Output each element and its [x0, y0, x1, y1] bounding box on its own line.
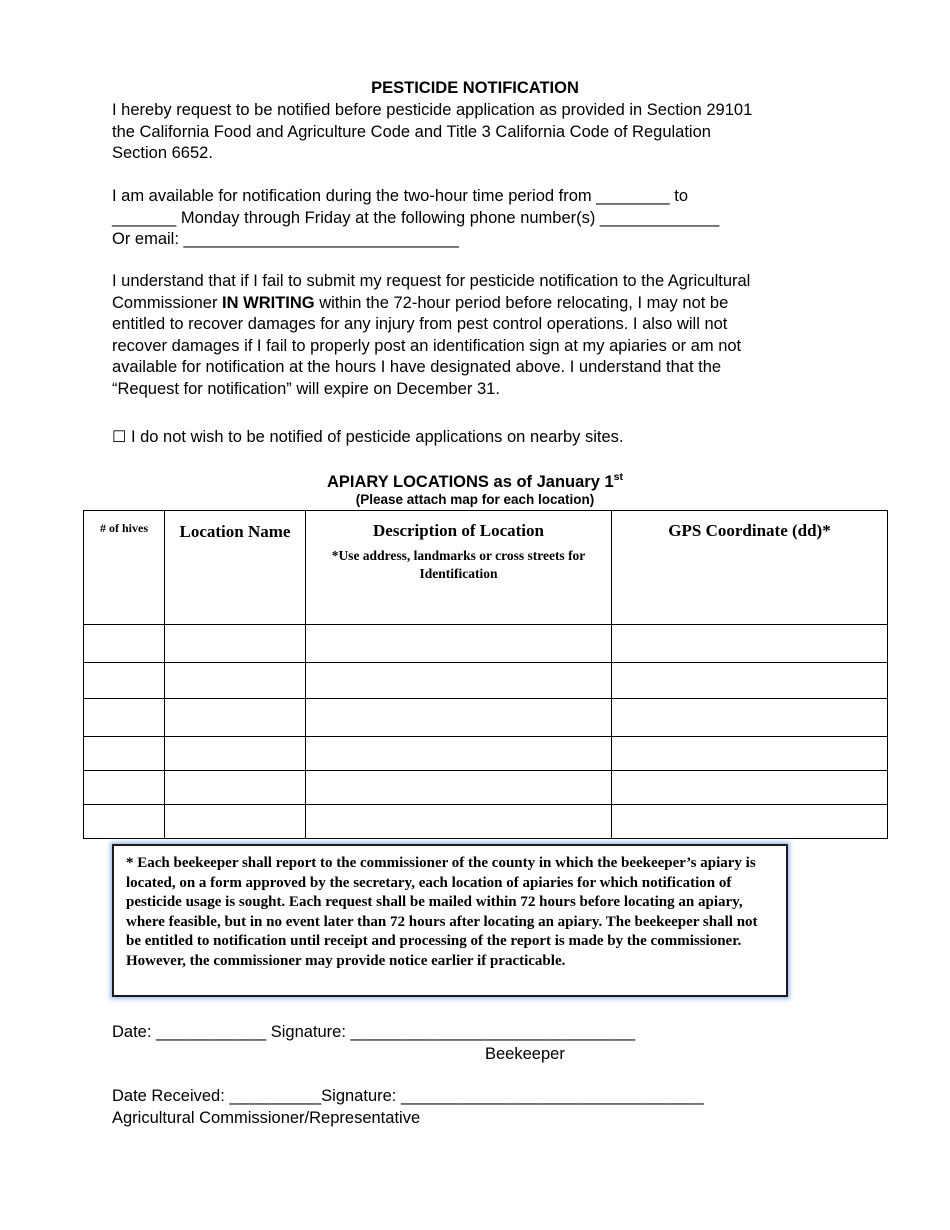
understanding-line-5: available for notification at the hours I have designated above. I understand that the	[112, 358, 722, 376]
understanding-line-4: recover damages if I fail to properly post an identification sign at my apiaries or am not	[112, 336, 742, 355]
table-row	[84, 699, 888, 737]
hives-cell[interactable]	[84, 805, 165, 839]
description-cell[interactable]	[306, 625, 612, 663]
hives-cell[interactable]	[84, 625, 165, 663]
description-cell[interactable]	[306, 805, 612, 839]
location-name-cell[interactable]	[165, 663, 306, 699]
understanding-line-2	[112, 293, 852, 315]
apiary-title-superscript: st	[613, 471, 624, 483]
form-title: PESTICIDE NOTIFICATION	[371, 79, 579, 97]
gps-cell[interactable]	[612, 699, 888, 737]
understanding-line-6: “Request for notification” will expire on December 31.	[112, 379, 500, 398]
apiary-locations-table	[83, 510, 888, 839]
header-location-name: Location Name	[165, 511, 306, 625]
description-cell[interactable]	[306, 663, 612, 699]
understanding-line-1: I understand that if I fail to submit my request for pesticide notification to the Agricultural	[112, 272, 751, 290]
availability-time-line[interactable]: I am available for notification during the two-hour time period from ________ to	[112, 187, 688, 205]
understanding-line-3: entitled to recover damages for any injury from pest control operations. I also will not	[112, 315, 728, 333]
location-name-cell[interactable]	[165, 771, 306, 805]
description-cell[interactable]	[306, 737, 612, 771]
apiary-locations-title	[0, 471, 950, 492]
understanding-paragraph	[112, 271, 852, 400]
description-cell[interactable]	[306, 699, 612, 737]
intro-line-2: the California Food and Agriculture Code and Title 3 California Code of Regulation	[112, 122, 711, 141]
gps-cell[interactable]	[612, 737, 888, 771]
beekeeper-report-footnote: * Each beekeeper shall report to the commissioner of the county in which the beekeeper’s apiary is located, on a form approved by the secretary, each location of apiaries for which notification of pesticide usage is sought. Each request shall be mailed within 72 hours before locating an apiary, where feasible, but in no event later than 72 hours after locating an apiary. The beekeeper shall not be entitled to notification until receipt and processing of the report is made by the commissioner. However, the commissioner may provide notice earlier if practicable.	[112, 844, 788, 997]
hives-cell[interactable]	[84, 737, 165, 771]
table-row	[84, 663, 888, 699]
hives-cell[interactable]	[84, 699, 165, 737]
beekeeper-label: Beekeeper	[485, 1045, 565, 1063]
understanding-line-2-start: Commissioner	[112, 293, 223, 312]
header-gps-coordinate: GPS Coordinate (dd)*	[612, 511, 888, 625]
attach-map-note: (Please attach map for each location)	[355, 492, 595, 507]
commissioner-date-signature-line[interactable]: Date Received: __________Signature: _________________________________	[112, 1087, 704, 1105]
gps-cell[interactable]	[612, 771, 888, 805]
gps-cell[interactable]	[612, 625, 888, 663]
table-row	[84, 737, 888, 771]
commissioner-label: Agricultural Commissioner/Representative	[112, 1109, 421, 1127]
intro-paragraph	[112, 100, 852, 165]
beekeeper-date-signature-line[interactable]: Date: ____________ Signature: _______________________________	[112, 1023, 635, 1041]
header-description	[306, 511, 612, 625]
table-row	[84, 771, 888, 805]
gps-cell[interactable]	[612, 663, 888, 699]
location-name-cell[interactable]	[165, 737, 306, 771]
header-hives: # of hives	[84, 511, 165, 625]
understanding-line-2-end: within the 72-hour period before relocating, I may not be	[314, 293, 729, 312]
opt-out-checkbox[interactable]: ☐	[112, 429, 127, 446]
availability-phone-line[interactable]: _______ Monday through Friday at the following phone number(s) _____________	[112, 208, 720, 227]
in-writing-emphasis: IN WRITING	[222, 293, 315, 312]
table-header-row	[84, 511, 888, 625]
availability-email-line[interactable]: Or email: ______________________________	[112, 230, 459, 248]
description-cell[interactable]	[306, 771, 612, 805]
hives-cell[interactable]	[84, 663, 165, 699]
header-description-note: *Use address, landmarks or cross streets for Identification	[331, 548, 586, 581]
table-row	[84, 625, 888, 663]
hives-cell[interactable]	[84, 771, 165, 805]
intro-line-1: I hereby request to be notified before pesticide application as provided in Section 29101	[112, 101, 753, 119]
apiary-title-text: APIARY LOCATIONS as of January 1	[326, 473, 614, 491]
location-name-cell[interactable]	[165, 699, 306, 737]
intro-line-3: Section 6652.	[112, 144, 213, 162]
location-name-cell[interactable]	[165, 805, 306, 839]
gps-cell[interactable]	[612, 805, 888, 839]
opt-out-label: I do not wish to be notified of pesticide applications on nearby sites.	[130, 428, 624, 446]
location-name-cell[interactable]	[165, 625, 306, 663]
table-row	[84, 805, 888, 839]
availability-paragraph	[112, 186, 852, 251]
opt-out-option	[112, 427, 852, 449]
header-description-title: Description of Location	[373, 521, 544, 540]
